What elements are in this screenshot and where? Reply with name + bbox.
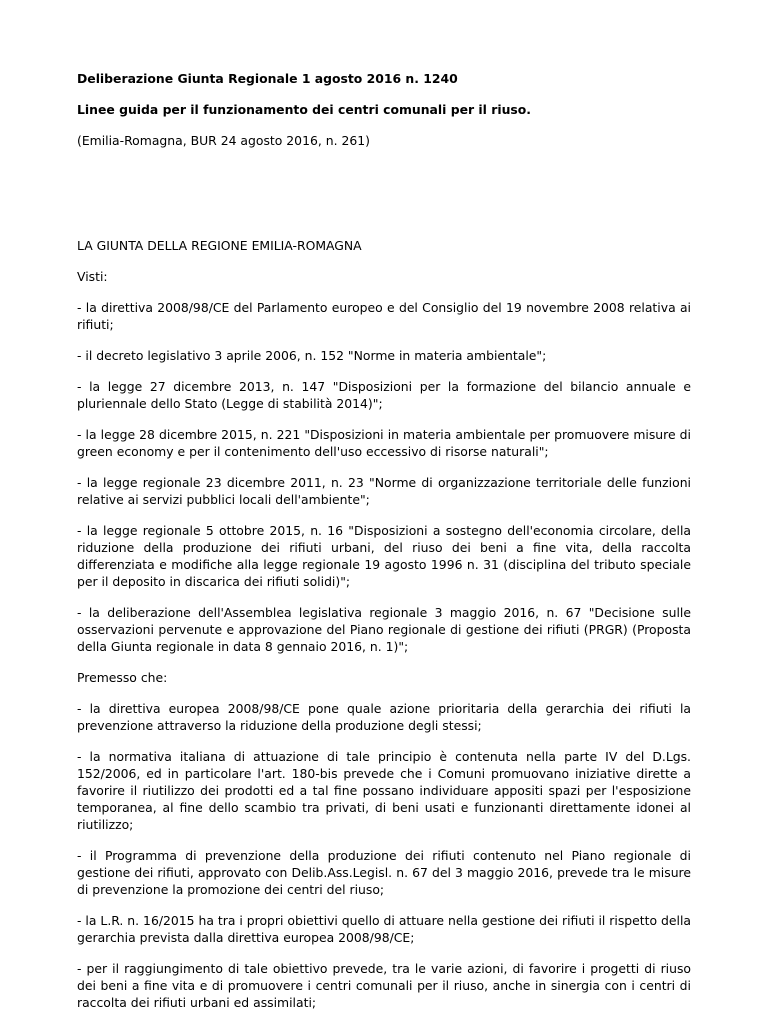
premesso-item: - la L.R. n. 16/2015 ha tra i propri obiettivi quello di attuare nella gestione dei rifiuti il rispetto della gerarchia prevista dalla direttiva europea 2008/98/CE;: [77, 913, 691, 945]
visti-label: Visti:: [77, 269, 108, 284]
visti-item: - il decreto legislativo 3 aprile 2006, n. 152 "Norme in materia ambientale";: [77, 348, 547, 363]
document-source: (Emilia-Romagna, BUR 24 agosto 2016, n. 261): [77, 133, 370, 148]
document-title: Deliberazione Giunta Regionale 1 agosto 2016 n. 1240: [77, 71, 458, 86]
document-subtitle: Linee guida per il funzionamento dei centri comunali per il riuso.: [77, 102, 532, 117]
visti-item: - la legge regionale 23 dicembre 2011, n. 23 "Norme di organizzazione territoriale delle funzioni relative ai servizi pubblici locali dell'ambiente";: [77, 475, 691, 507]
visti-item: - la legge regionale 5 ottobre 2015, n. 16 "Disposizioni a sostegno dell'economia circolare, della riduzione della produzione dei rifiuti urbani, del riuso dei beni a fine vita, della raccolta differenziata e modifiche alla legge regionale 19 agosto 1996 n. 31 (disciplina del tributo speciale per il deposito in discarica dei rifiuti solidi)";: [77, 523, 691, 589]
visti-item: - la deliberazione dell'Assemblea legislativa regionale 3 maggio 2016, n. 67 "Decisione sulle osservazioni pervenute e approvazione del Piano regionale di gestione dei rifiuti (PRGR) (Proposta della Giunta regionale in data 8 gennaio 2016, n. 1)";: [77, 605, 691, 654]
premesso-item: - la direttiva europea 2008/98/CE pone quale azione prioritaria della gerarchia dei rifiuti la prevenzione attraverso la riduzione della produzione degli stessi;: [77, 701, 691, 733]
premesso-item: - per il raggiungimento di tale obiettivo prevede, tra le varie azioni, di favorire i progetti di riuso dei beni a fine vita e di promuovere i centri comunali per il riuso, anche in sinergia con i centri di raccolta dei rifiuti urbani ed assimilati;: [77, 961, 691, 1010]
premesso-label: Premesso che:: [77, 670, 168, 685]
body-heading: LA GIUNTA DELLA REGIONE EMILIA-ROMAGNA: [77, 238, 362, 253]
premesso-item: - la normativa italiana di attuazione di tale principio è contenuta nella parte IV del D.Lgs. 152/2006, ed in particolare l'art. 180-bis prevede che i Comuni promuovano iniziative dirette a favorire il riutilizzo dei prodotti ed a tal fine possano individuare appositi spazi per l'esposizione temporanea, al fine dello scambio tra privati, di beni usati e funzionanti direttamente idonei al riutilizzo;: [77, 749, 691, 832]
document-page: [77, 70, 691, 1025]
premesso-item: - il Programma di prevenzione della produzione dei rifiuti contenuto nel Piano regionale di gestione dei rifiuti, approvato con Delib.Ass.Legisl. n. 67 del 3 maggio 2016, prevede tra le misure di prevenzione la promozione dei centri del riuso;: [77, 848, 691, 897]
blank-space: [77, 149, 691, 237]
visti-item: - la direttiva 2008/98/CE del Parlamento europeo e del Consiglio del 19 novembre 2008 relativa ai rifiuti;: [77, 300, 691, 332]
visti-item: - la legge 27 dicembre 2013, n. 147 "Disposizioni per la formazione del bilancio annuale e pluriennale dello Stato (Legge di stabilità 2014)";: [77, 379, 691, 411]
visti-item: - la legge 28 dicembre 2015, n. 221 "Disposizioni in materia ambientale per promuovere misure di green economy e per il contenimento dell'uso eccessivo di risorse naturali";: [77, 427, 691, 459]
